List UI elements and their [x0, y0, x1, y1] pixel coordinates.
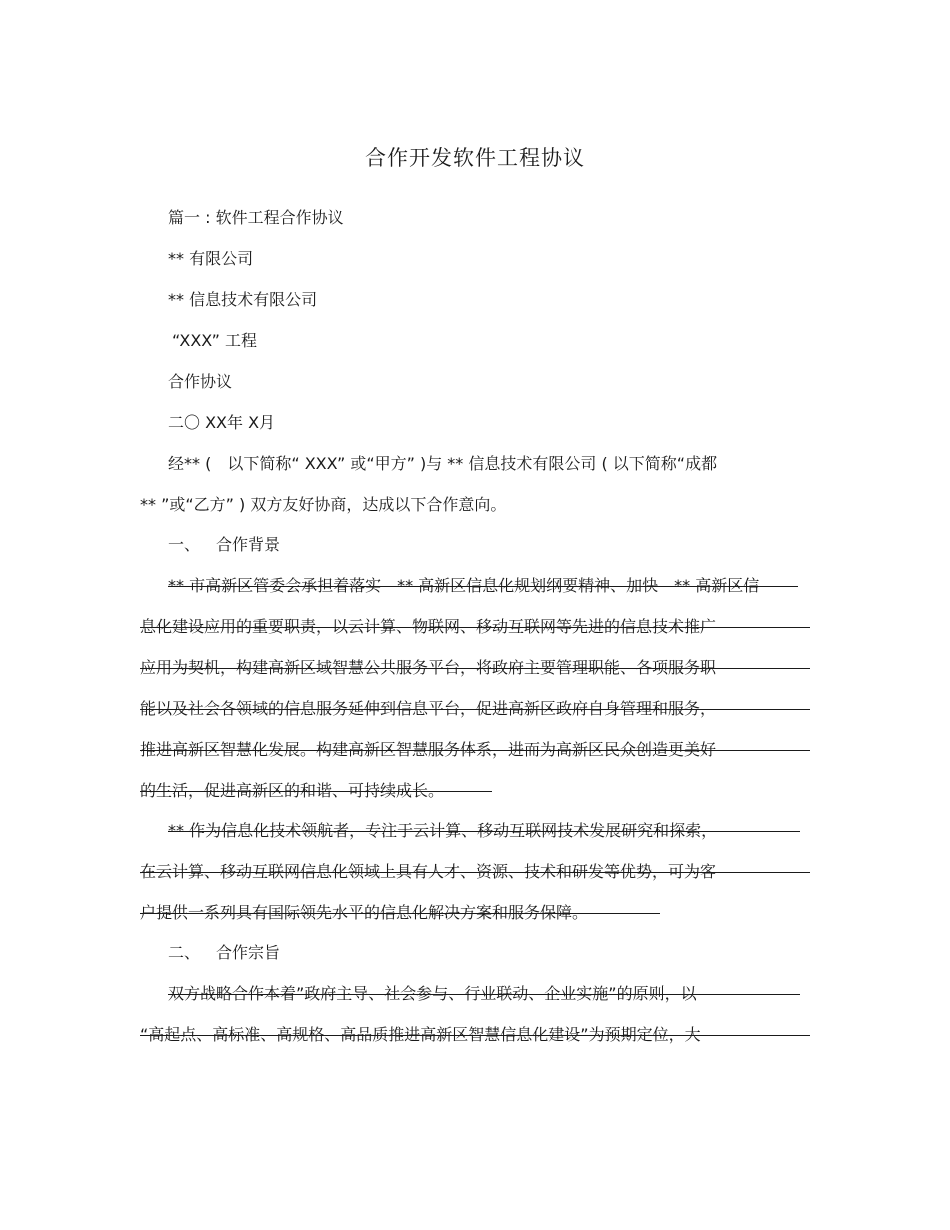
aim-line-1: 双方战略合作本着”政府主导、社会参与、行业联动、企业实施”的原则，以 [168, 984, 697, 1003]
background-p2-line-1: ** 作为信息化技术领航者，专注于云计算、移动互联网技术发展研究和探索， [168, 821, 718, 840]
strikethrough-rule [168, 831, 800, 832]
agreement-label: 合作协议 [168, 372, 233, 391]
strikethrough-rule [140, 872, 810, 873]
strikethrough-rule [140, 1035, 810, 1036]
strikethrough-rule [168, 994, 800, 995]
agreement-date: 二〇 XX年 X月 [168, 413, 276, 432]
strikethrough-rule [140, 709, 810, 710]
strikethrough-rule [168, 586, 798, 587]
intro-line-2: ** ”或“乙方” ) 双方友好协商，达成以下合作意向。 [140, 495, 507, 514]
strikethrough-rule [140, 750, 810, 751]
part-heading: 篇一 : 软件工程合作协议 [168, 208, 344, 227]
background-p2-line-2: 在云计算、移动互联网信息化领域上具有人才、资源、技术和研发等优势，可为客 [140, 862, 717, 881]
section-2-number: 二、 [168, 943, 201, 962]
project-name: “XXX” 工程 [172, 331, 257, 350]
section-1-title: 合作背景 [216, 535, 281, 554]
background-p1-line-1: ** 市高新区管委会承担着落实 ** 高新区信息化规划纲要精神、加快 ** 高新区信 [168, 576, 760, 595]
background-p1-line-5: 推进高新区智慧化发展。构建高新区智慧服务体系，进而为高新区民众创造更美好 [140, 740, 717, 759]
background-p1-line-4: 能以及社会各领域的信息服务延伸到信息平台，促进高新区政府自身管理和服务， [140, 699, 717, 718]
background-p1-line-3: 应用为契机，构建高新区域智慧公共服务平台，将政府主要管理职能、各项服务职 [140, 658, 717, 677]
party-a-name: ** 有限公司 [168, 249, 254, 268]
background-p1-line-6: 的生活，促进高新区的和谐、可持续成长。 [140, 781, 445, 800]
strikethrough-rule [140, 913, 660, 914]
document-title: 合作开发软件工程协议 [365, 146, 585, 170]
section-2-title: 合作宗旨 [216, 943, 281, 962]
section-1-number: 一、 [168, 535, 201, 554]
strikethrough-rule [140, 668, 810, 669]
strikethrough-rule [140, 791, 492, 792]
party-b-name: ** 信息技术有限公司 [168, 290, 318, 309]
aim-line-2: “高起点、高标准、高规格、高品质推进高新区智慧信息化建设”为预期定位，大 [140, 1025, 701, 1044]
intro-line-1: 经** ( 以下简称“ XXX” 或“甲方” )与 ** 信息技术有限公司 ( 以下简称“成都 [168, 454, 718, 473]
strikethrough-rule [140, 627, 810, 628]
background-p1-line-2: 息化建设应用的重要职责，以云计算、物联网、移动互联网等先进的信息技术推广 [140, 617, 717, 636]
background-p2-line-3: 户提供一系列具有国际领先水平的信息化解决方案和服务保障。 [140, 903, 589, 922]
